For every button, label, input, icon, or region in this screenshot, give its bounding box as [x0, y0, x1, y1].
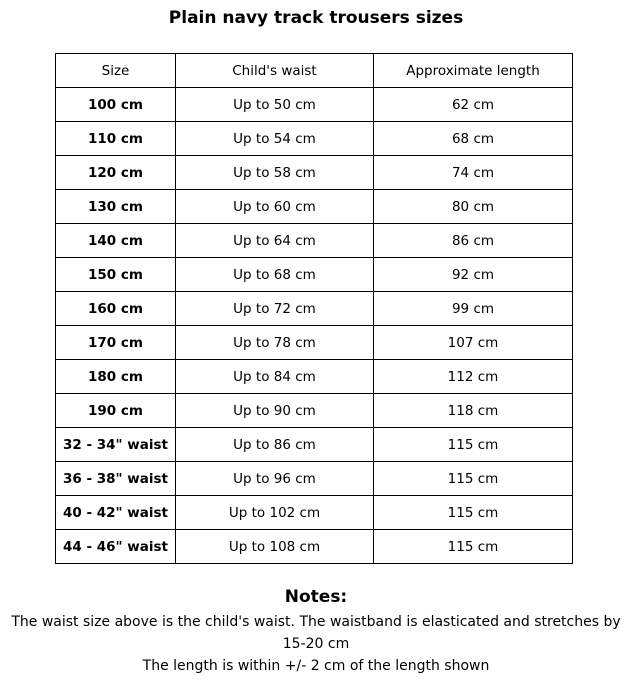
length-cell: 112 cm — [374, 360, 573, 394]
page-title: Plain navy track trousers sizes — [168, 8, 464, 28]
size-cell: 44 - 46" waist — [56, 530, 176, 564]
table-row — [56, 428, 573, 462]
waist-cell: Up to 58 cm — [176, 156, 374, 190]
length-cell: 99 cm — [374, 292, 573, 326]
size-cell: 140 cm — [56, 224, 176, 258]
table-row — [56, 394, 573, 428]
size-cell: 40 - 42" waist — [56, 496, 176, 530]
length-cell: 115 cm — [374, 428, 573, 462]
waist-cell: Up to 64 cm — [176, 224, 374, 258]
waist-cell: Up to 86 cm — [176, 428, 374, 462]
table-row — [56, 122, 573, 156]
table-row — [56, 360, 573, 394]
length-cell: 115 cm — [374, 496, 573, 530]
length-cell: 118 cm — [374, 394, 573, 428]
waist-cell: Up to 60 cm — [176, 190, 374, 224]
length-cell: 86 cm — [374, 224, 573, 258]
table-row — [56, 530, 573, 564]
notes-heading: Notes: — [284, 587, 348, 607]
waist-cell: Up to 68 cm — [176, 258, 374, 292]
waist-cell: Up to 54 cm — [176, 122, 374, 156]
length-cell: 115 cm — [374, 530, 573, 564]
size-table — [55, 53, 573, 564]
size-cell: 100 cm — [56, 88, 176, 122]
header-size: Size — [56, 54, 176, 88]
size-cell: 36 - 38" waist — [56, 462, 176, 496]
size-cell: 120 cm — [56, 156, 176, 190]
size-cell: 32 - 34" waist — [56, 428, 176, 462]
table-row — [56, 496, 573, 530]
length-cell: 62 cm — [374, 88, 573, 122]
table-row — [56, 462, 573, 496]
table-row — [56, 292, 573, 326]
size-cell: 110 cm — [56, 122, 176, 156]
table-row — [56, 258, 573, 292]
table-row — [56, 224, 573, 258]
size-cell: 160 cm — [56, 292, 176, 326]
waist-cell: Up to 50 cm — [176, 88, 374, 122]
length-cell: 92 cm — [374, 258, 573, 292]
table-row — [56, 326, 573, 360]
table-row — [56, 156, 573, 190]
waist-cell: Up to 72 cm — [176, 292, 374, 326]
table-row — [56, 190, 573, 224]
waist-cell: Up to 96 cm — [176, 462, 374, 496]
length-cell: 74 cm — [374, 156, 573, 190]
table-row — [56, 88, 573, 122]
waist-cell: Up to 90 cm — [176, 394, 374, 428]
waist-cell: Up to 102 cm — [176, 496, 374, 530]
length-cell: 68 cm — [374, 122, 573, 156]
waist-cell: Up to 84 cm — [176, 360, 374, 394]
waist-cell: Up to 108 cm — [176, 530, 374, 564]
length-cell: 115 cm — [374, 462, 573, 496]
notes-line-length: The length is within +/- 2 cm of the length shown — [142, 658, 490, 674]
notes-line-waist: The waist size above is the child's waist. The waistband is elasticated and stretches by 15-20 cm — [11, 614, 621, 652]
length-cell: 80 cm — [374, 190, 573, 224]
size-cell: 150 cm — [56, 258, 176, 292]
size-cell: 190 cm — [56, 394, 176, 428]
header-approximate-length: Approximate length — [374, 54, 573, 88]
length-cell: 107 cm — [374, 326, 573, 360]
size-cell: 130 cm — [56, 190, 176, 224]
size-cell: 180 cm — [56, 360, 176, 394]
size-cell: 170 cm — [56, 326, 176, 360]
header-childs-waist: Child's waist — [176, 54, 374, 88]
table-header-row — [56, 54, 573, 88]
waist-cell: Up to 78 cm — [176, 326, 374, 360]
